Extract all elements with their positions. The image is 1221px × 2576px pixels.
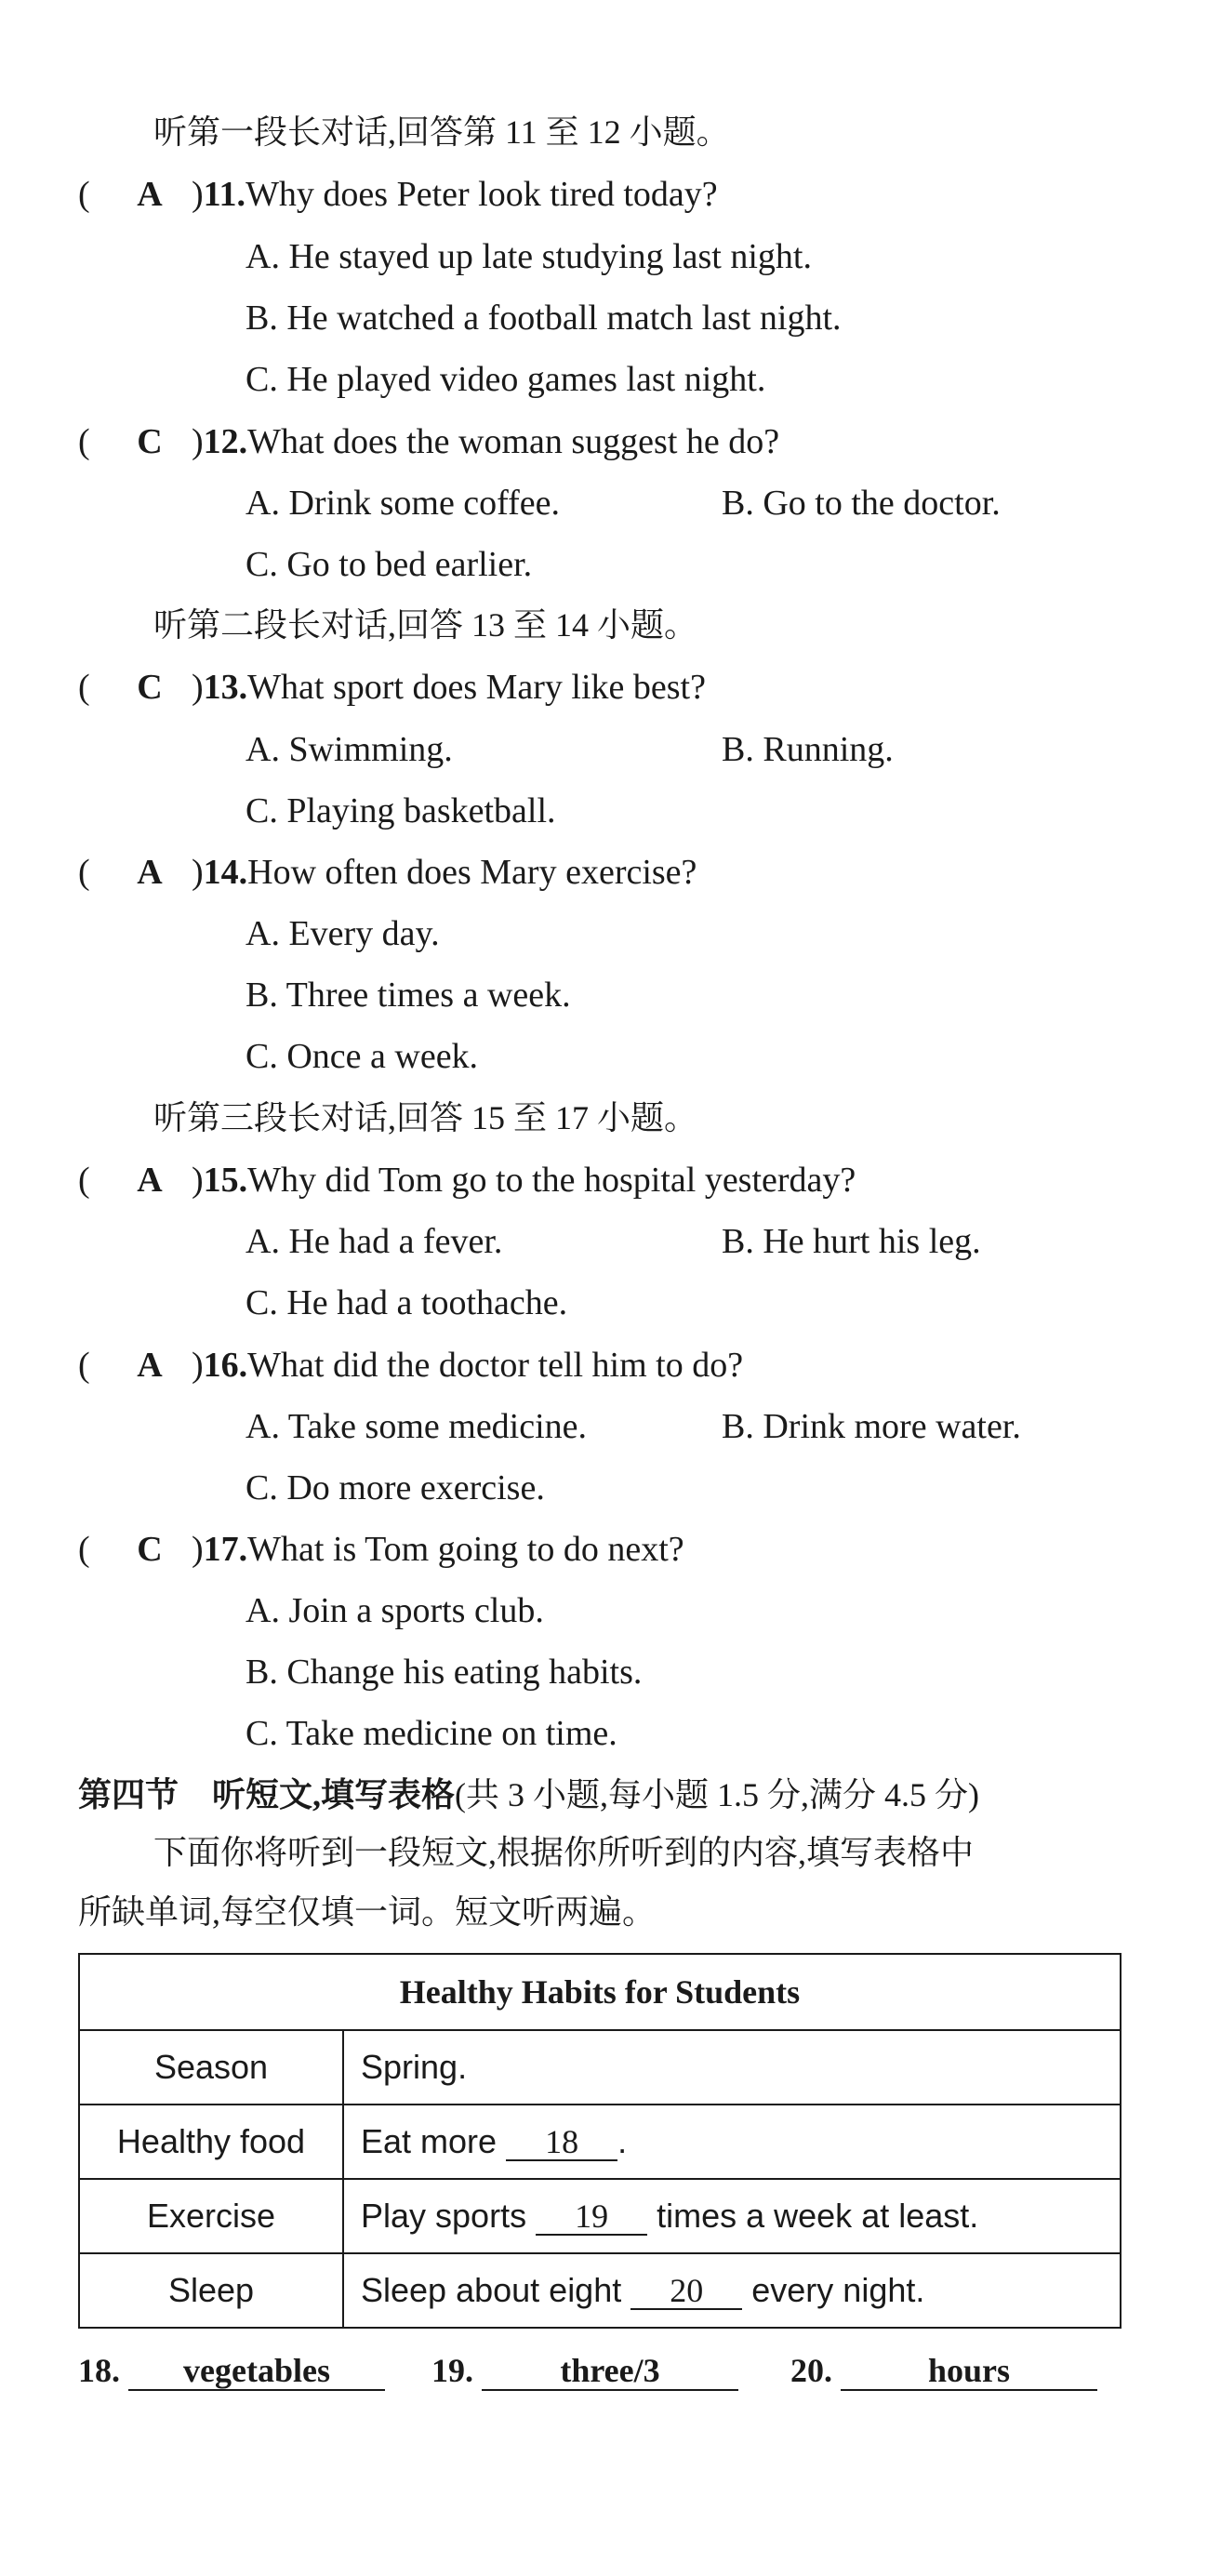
blank-18[interactable]: 18 — [506, 2124, 617, 2161]
question-17: ( C )17.What is Tom going to do next? — [78, 1527, 684, 1572]
answer-14: A — [137, 853, 163, 892]
row-content — [343, 2105, 1121, 2179]
question-number: 12. — [203, 422, 248, 461]
row-label: Sleep — [79, 2253, 343, 2328]
row-text-after: every night. — [751, 2271, 925, 2309]
answer-12: C — [137, 422, 163, 461]
table-row — [79, 2253, 1121, 2328]
question-11: ( A )11.Why does Peter look tired today? — [78, 172, 718, 217]
option-17b: B. Change his eating habits. — [246, 1653, 643, 1692]
option-12c: C. Go to bed earlier. — [246, 545, 533, 584]
healthy-habits-table — [78, 1953, 1121, 2329]
option-14b: B. Three times a week. — [246, 976, 571, 1015]
option-17a: A. Join a sports club. — [246, 1591, 544, 1630]
option-13a: A. Swimming. — [246, 730, 453, 769]
answer-19 — [431, 2351, 738, 2391]
row-label: Season — [79, 2030, 343, 2105]
option-13b: B. Running. — [722, 730, 894, 769]
answer-20 — [790, 2351, 1097, 2391]
table-title: Healthy Habits for Students — [79, 1954, 1121, 2030]
option-15b: B. He hurt his leg. — [722, 1222, 981, 1261]
question-text: Why does Peter look tired today? — [246, 175, 718, 214]
row-text: Sleep about eight — [361, 2271, 622, 2309]
question-16: ( A )16.What did the doctor tell him to do? — [78, 1343, 743, 1388]
table-header-row — [79, 1954, 1121, 2030]
table-row — [79, 2105, 1121, 2179]
dialog-3-instruction: 听第三段长对话,回答 15 至 17 小题。 — [153, 1099, 698, 1136]
question-text: What does the woman suggest he do? — [247, 422, 780, 461]
question-text: Why did Tom go to the hospital yesterday? — [247, 1161, 856, 1200]
answer-13: C — [137, 668, 163, 707]
question-text: How often does Mary exercise? — [247, 853, 697, 892]
answer-11: A — [137, 175, 163, 214]
row-text-after: times a week at least. — [657, 2197, 979, 2235]
answer-18 — [78, 2351, 385, 2391]
blank-20[interactable]: 20 — [630, 2273, 742, 2310]
question-text: What did the doctor tell him to do? — [247, 1346, 744, 1385]
question-13: ( C )13.What sport does Mary like best? — [78, 665, 706, 710]
row-content — [343, 2253, 1121, 2328]
option-17c: C. Take medicine on time. — [246, 1714, 617, 1753]
row-content — [343, 2179, 1121, 2253]
option-16c: C. Do more exercise. — [246, 1468, 545, 1507]
row-text: Eat more — [361, 2122, 498, 2160]
section-4-note: (共 3 小题,每小题 1.5 分,满分 4.5 分) — [455, 1776, 979, 1813]
question-number: 16. — [203, 1346, 248, 1385]
section-4-paragraph-line-2: 所缺单词,每空仅填一词。短文听两遍。 — [78, 1893, 657, 1931]
option-16b: B. Drink more water. — [722, 1407, 1021, 1446]
option-11b: B. He watched a football match last night. — [246, 299, 842, 338]
answer-value: hours — [841, 2352, 1097, 2391]
option-12a: A. Drink some coffee. — [246, 484, 561, 523]
row-label: Exercise — [79, 2179, 343, 2253]
question-14: ( A )14.How often does Mary exercise? — [78, 850, 697, 895]
row-label: Healthy food — [79, 2105, 343, 2179]
option-11a: A. He stayed up late studying last night. — [246, 237, 812, 276]
question-number: 11. — [203, 175, 246, 214]
option-14c: C. Once a week. — [246, 1037, 479, 1076]
section-4-title: 第四节 听短文,填写表格 — [78, 1776, 456, 1813]
row-text: Spring. — [361, 2048, 468, 2086]
question-number: 15. — [203, 1161, 248, 1200]
question-15: ( A )15.Why did Tom go to the hospital yesterday? — [78, 1158, 856, 1202]
row-content — [343, 2030, 1121, 2105]
table-row — [79, 2030, 1121, 2105]
blank-19[interactable]: 19 — [536, 2198, 647, 2236]
option-12b: B. Go to the doctor. — [722, 484, 1001, 523]
row-text-after: . — [617, 2122, 628, 2160]
question-number: 13. — [203, 668, 248, 707]
question-number: 17. — [203, 1530, 248, 1569]
table-row — [79, 2179, 1121, 2253]
option-15c: C. He had a toothache. — [246, 1283, 568, 1322]
question-text: What is Tom going to do next? — [247, 1530, 684, 1569]
answer-number: 19. — [431, 2352, 473, 2389]
dialog-1-instruction: 听第一段长对话,回答第 11 至 12 小题。 — [153, 113, 730, 151]
answer-17: C — [137, 1530, 163, 1569]
answer-number: 18. — [78, 2352, 120, 2389]
option-13c: C. Playing basketball. — [246, 791, 556, 830]
dialog-2-instruction: 听第二段长对话,回答 13 至 14 小题。 — [153, 606, 698, 644]
answer-15: A — [137, 1161, 163, 1200]
question-12: ( C )12.What does the woman suggest he do? — [78, 419, 779, 464]
section-4-paragraph-line-1: 下面你将听到一段短文,根据你所听到的内容,填写表格中 — [153, 1834, 975, 1871]
option-11c: C. He played video games last night. — [246, 360, 766, 399]
option-14a: A. Every day. — [246, 914, 440, 953]
question-number: 14. — [203, 853, 248, 892]
answer-16: A — [137, 1346, 163, 1385]
option-15a: A. He had a fever. — [246, 1222, 503, 1261]
option-16a: A. Take some medicine. — [246, 1407, 588, 1446]
answer-number: 20. — [790, 2352, 832, 2389]
answer-value: three/3 — [482, 2352, 738, 2391]
row-text: Play sports — [361, 2197, 527, 2235]
answer-value: vegetables — [128, 2352, 385, 2391]
section-4-heading — [78, 1773, 979, 1817]
question-text: What sport does Mary like best? — [247, 668, 706, 707]
